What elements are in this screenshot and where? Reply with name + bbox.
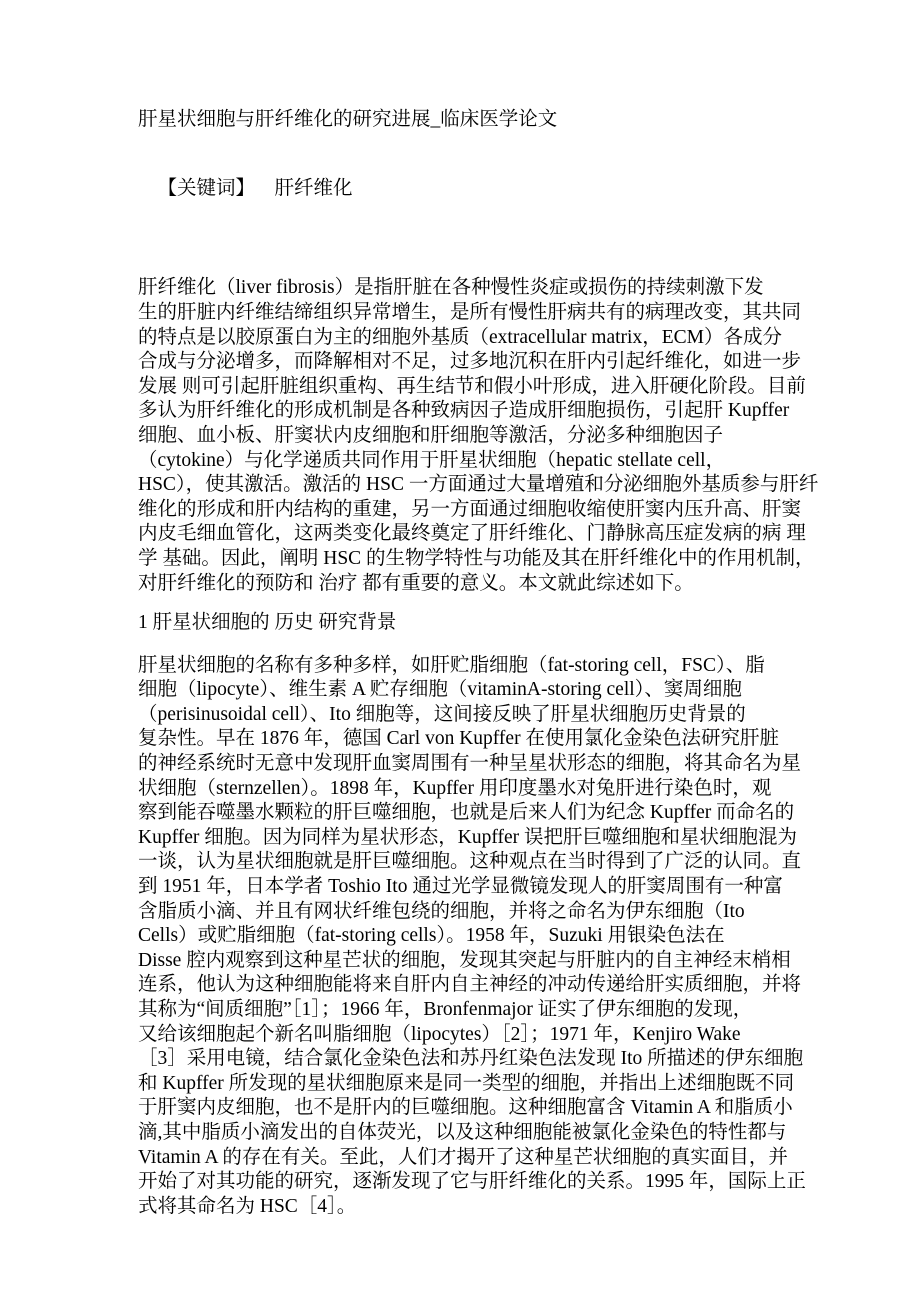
text-line: 维化的形成和肝内结构的重建，另一方面通过细胞收缩使肝窦内压升高、肝窦 bbox=[138, 498, 802, 520]
text-line: 的神经系统时无意中发现肝血窦周围有一种呈星状形态的细胞，将其命名为星 bbox=[138, 753, 802, 775]
text-line: 状细胞（sternzellen）。1898 年，Kupffer 用印度墨水对兔肝进行染色时，观 bbox=[138, 777, 772, 799]
text-line: 其称为“间质细胞”［1］；1966 年，Bronfenmajor 证实了伊东细胞的发现， bbox=[138, 999, 753, 1020]
text-line: 又给该细胞起个新名叫脂细胞（lipocytes）［2］；1971 年，Kenjiro Wake bbox=[138, 1023, 741, 1045]
text-line: 学 基础。因此，阐明 HSC 的生物学特性与功能及其在肝纤维化中的作用机制， bbox=[138, 547, 815, 569]
text-line: 生的肝脏内纤维结缔组织异常增生，是所有慢性肝病共有的病理改变，其共同 bbox=[138, 301, 802, 323]
text-line: 多认为肝纤维化的形成机制是各种致病因子造成肝细胞损伤，引起肝 Kupffer bbox=[138, 400, 790, 422]
text-line: ［3］采用电镜，结合氯化金染色法和苏丹红染色法发现 Ito 所描述的伊东细胞 bbox=[138, 1048, 804, 1070]
text-line: 察到能吞噬墨水颗粒的肝巨噬细胞，也就是后来人们为纪念 Kupffer 而命名的 bbox=[138, 802, 795, 824]
text-line: （cytokine）与化学递质共同作用于肝星状细胞（hepatic stellate cell， bbox=[138, 449, 726, 471]
text-line: Vitamin A 的存在有关。至此，人们才揭开了这种星芒状细胞的真实面目，并 bbox=[138, 1146, 788, 1168]
text-line: Cells）或贮脂细胞（fat-storing cells）。1958 年，Suzuki 用银染色法在 bbox=[138, 925, 725, 947]
text-line: 含脂质小滴、并且有网状纤维包绕的细胞，并将之命名为伊东细胞（Ito bbox=[138, 900, 745, 922]
text-line: 内皮毛细血管化，这两类变化最终奠定了肝纤维化、门静脉高压症发病的病 理 bbox=[138, 523, 806, 545]
keywords-label: 【关键词】 bbox=[157, 178, 256, 200]
text-line: Kupffer 细胞。因为同样为星状形态，Kupffer 误把肝巨噬细胞和星状细胞混为 bbox=[138, 826, 797, 848]
text-line: 发展 则可引起肝脏组织重构、再生结节和假小叶形成，进入肝硬化阶段。目前 bbox=[138, 375, 806, 397]
text-line: 开始了对其功能的研究，逐渐发现了它与肝纤维化的关系。1995 年，国际上正 bbox=[138, 1171, 806, 1193]
text-line: 一谈，认为星状细胞就是肝巨噬细胞。这种观点在当时得到了广泛的认同。直 bbox=[138, 851, 802, 873]
intro-paragraph bbox=[138, 276, 892, 596]
text-line: 细胞（lipocyte）、维生素 A 贮存细胞（vitaminA-storing cell）、窦周细胞 bbox=[138, 679, 742, 701]
text-line: （perisinusoidal cell）、Ito 细胞等，这间接反映了肝星状细胞历史背景的 bbox=[138, 703, 746, 725]
text-line: 式将其命名为 HSC［4］。 bbox=[138, 1195, 357, 1217]
text-line: HSC），使其激活。激活的 HSC 一方面通过大量增殖和分泌细胞外基质参与肝纤 bbox=[138, 474, 819, 496]
text-line: 的特点是以胶原蛋白为主的细胞外基质（extracellular matrix，ECM）各成分 bbox=[138, 326, 782, 348]
text-line: 细胞、血小板、肝窦状内皮细胞和肝细胞等激活，分泌多种细胞因子 bbox=[138, 424, 724, 446]
text-line: 肝纤维化（liver fibrosis）是指肝脏在各种慢性炎症或损伤的持续刺激下发 bbox=[138, 277, 764, 299]
text-line: 于肝窦内皮细胞，也不是肝内的巨噬细胞。这种细胞富含 Vitamin A 和脂质小 bbox=[138, 1097, 793, 1119]
text-line: 对肝纤维化的预防和 治疗 都有重要的意义。本文就此综述如下。 bbox=[138, 572, 694, 594]
section-1-heading: 1 肝星状细胞的 历史 研究背景 bbox=[138, 612, 397, 634]
text-line: 肝星状细胞的名称有多种多样，如肝贮脂细胞（fat-storing cell，FSC）、脂 bbox=[138, 654, 765, 676]
text-line: 和 Kupffer 所发现的星状细胞原来是同一类型的细胞，并指出上述细胞既不同 bbox=[138, 1072, 795, 1094]
page-title: 肝星状细胞与肝纤维化的研究进展_临床医学论文 bbox=[138, 109, 558, 130]
text-line: 连系，他认为这种细胞能将来自肝内自主神经的冲动传递给肝实质细胞，并将 bbox=[138, 974, 802, 996]
history-paragraph bbox=[138, 654, 892, 1220]
keywords-value: 肝纤维化 bbox=[274, 178, 353, 200]
text-line: 到 1951 年，日本学者 Toshio Ito 通过光学显微镜发现人的肝窦周围有一种富 bbox=[138, 876, 783, 898]
keywords-line bbox=[138, 153, 892, 227]
text-line: Disse 腔内观察到这种星芒状的细胞，发现其突起与肝脏内的自主神经末梢相 bbox=[138, 949, 791, 971]
text-line: 滴,其中脂质小滴发出的自体荧光，以及这种细胞能被氯化金染色的特性都与 bbox=[138, 1121, 787, 1143]
text-line: 合成与分泌增多，而降解相对不足，过多地沉积在肝内引起纤维化，如进一步 bbox=[138, 351, 802, 373]
text-line: 复杂性。早在 1876 年，德国 Carl von Kupffer 在使用氯化金染色法研究肝脏 bbox=[138, 728, 779, 750]
